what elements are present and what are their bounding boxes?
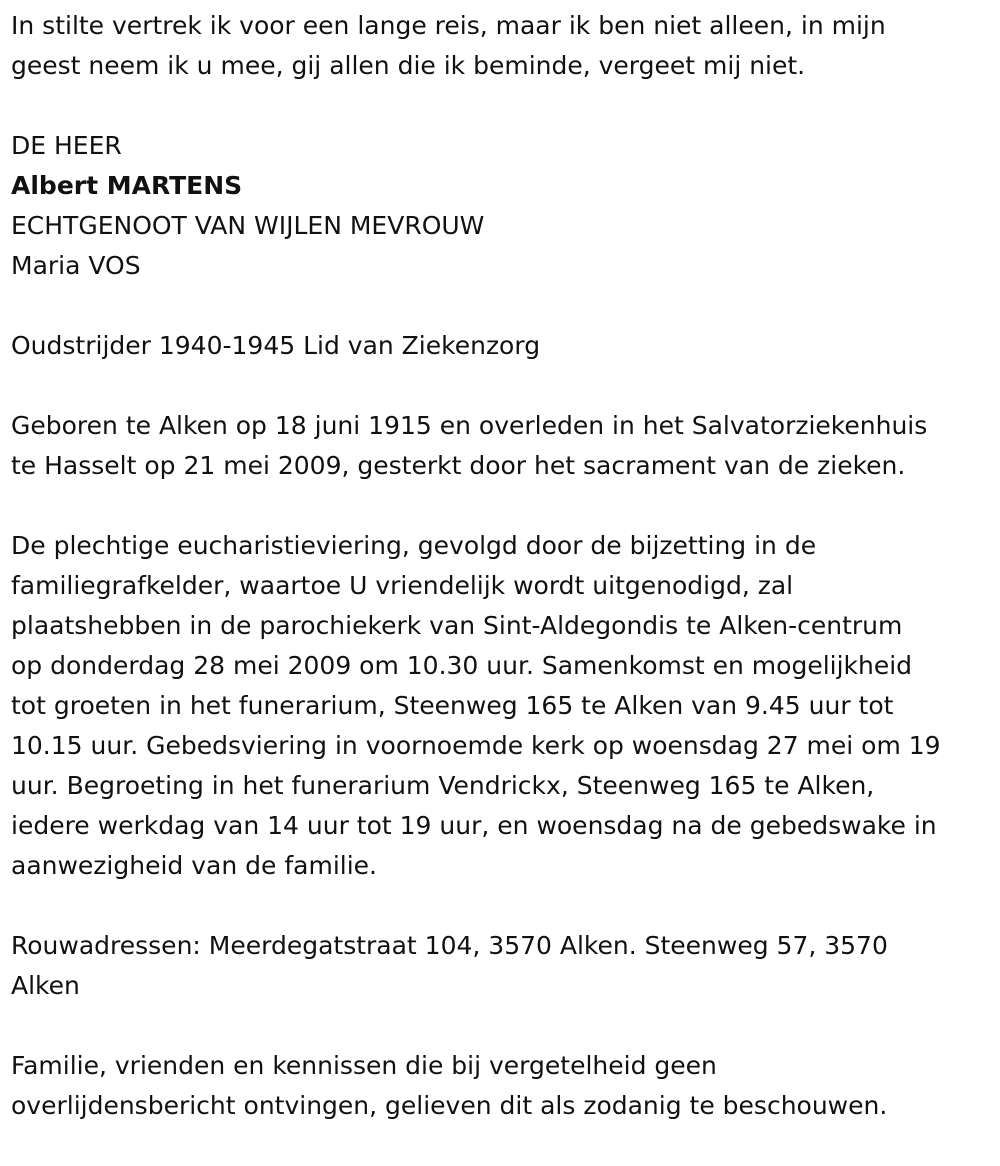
spacer <box>11 886 990 926</box>
relation-line: ECHTGENOOT VAN WIJLEN MEVROUW <box>11 211 485 240</box>
honorific: DE HEER <box>11 131 122 160</box>
addresses-paragraph <box>11 926 990 1006</box>
opening-verse-line: geest neem ik u mee, gij allen die ik beminde, vergeet mij niet. <box>11 51 806 80</box>
ceremony-line: aanwezigheid van de familie. <box>11 851 377 880</box>
addresses-line: Alken <box>11 971 80 1000</box>
addresses-line: Rouwadressen: Meerdegatstraat 104, 3570 Alken. Steenweg 57, 3570 <box>11 931 888 960</box>
titles-line: Oudstrijder 1940-1945 Lid van Ziekenzorg <box>11 331 541 360</box>
closing-note-line: overlijdensbericht ontvingen, gelieven dit als zodanig te beschouwen. <box>11 1091 888 1120</box>
birth-death-paragraph <box>11 406 990 486</box>
deceased-block <box>11 126 990 286</box>
spouse-name: Maria VOS <box>11 251 141 280</box>
ceremony-line: De plechtige eucharistieviering, gevolgd door de bijzetting in de <box>11 531 817 560</box>
birth-death-line: te Hasselt op 21 mei 2009, gesterkt door het sacrament van de zieken. <box>11 451 906 480</box>
opening-verse-line: In stilte vertrek ik voor een lange reis, maar ik ben niet alleen, in mijn <box>11 11 886 40</box>
ceremony-line: op donderdag 28 mei 2009 om 10.30 uur. Samenkomst en mogelijkheid <box>11 651 913 680</box>
spacer <box>11 86 990 126</box>
spacer <box>11 366 990 406</box>
ceremony-line: familiegrafkelder, waartoe U vriendelijk wordt uitgenodigd, zal <box>11 571 794 600</box>
deceased-name: Albert MARTENS <box>11 171 243 200</box>
spacer <box>11 1006 990 1046</box>
closing-note-line: Familie, vrienden en kennissen die bij vergetelheid geen <box>11 1051 717 1080</box>
ceremony-line: plaatshebben in de parochiekerk van Sint-Aldegondis te Alken-centrum <box>11 611 903 640</box>
titles-block <box>11 326 990 366</box>
ceremony-paragraph <box>11 526 990 886</box>
opening-verse <box>11 6 990 86</box>
closing-note-paragraph <box>11 1046 990 1126</box>
ceremony-line: tot groeten in het funerarium, Steenweg 165 te Alken van 9.45 uur tot <box>11 691 894 720</box>
spacer <box>11 286 990 326</box>
ceremony-line: 10.15 uur. Gebedsviering in voornoemde kerk op woensdag 27 mei om 19 <box>11 731 941 760</box>
birth-death-line: Geboren te Alken op 18 juni 1915 en overleden in het Salvatorziekenhuis <box>11 411 928 440</box>
ceremony-line: uur. Begroeting in het funerarium Vendrickx, Steenweg 165 te Alken, <box>11 771 875 800</box>
spacer <box>11 486 990 526</box>
ceremony-line: iedere werkdag van 14 uur tot 19 uur, en woensdag na de gebedswake in <box>11 811 937 840</box>
